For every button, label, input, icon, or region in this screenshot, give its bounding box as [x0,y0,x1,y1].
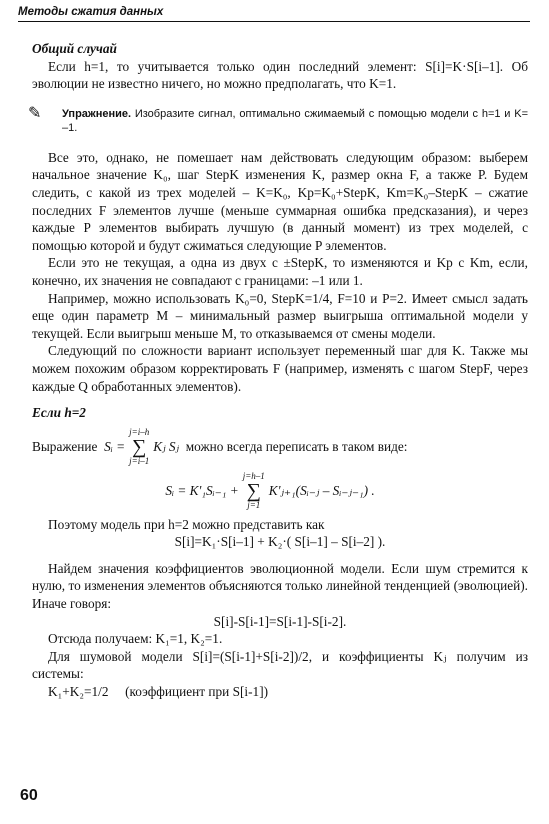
exercise-label: Упражнение. [62,107,132,120]
sum-upper-limit: j=h–1 [242,470,265,481]
page-number: 60 [20,787,38,804]
formula-1-prefix: Выражение [32,438,98,454]
page-body [28,40,528,701]
sigma-symbol: ∑ [246,479,261,502]
paragraph-5: Следующий по сложности вариант использует переменный шаг для K. Также мы можем похожим образом корректировать F (например, изменять с шагом StepF, через каждые Q обработанных элементов). [32,343,528,394]
formula-1-lhs: Sᵢ = [104,438,126,454]
paragraph-3: Если это не текущая, а одна из двух с ±StepK, то изменяются и Kp с Km, если, конечно, их значения не совпадают с границами: –1 или 1. [32,255,528,288]
formula-1-suffix: можно всегда переписать в таком виде: [185,438,408,454]
equation-1: S[i]=K₁·S[i–1] + K₂·( S[i–1] – S[i–2] ). [174,534,386,550]
exercise-block [28,104,528,135]
paragraph-2: Все это, однако, не помешает нам действовать следующим образом: выберем начальное значение K₀, шаг StepK изменения K, размер окна F, а также P. Будем следить, с какой из трех моделей – K=K₀, Kp=K₀+StepK, Km=K₀–StepK – сжатие последних F элементов лучше (меньше суммарная ошибка предсказания), и через каждые P элементов выбирать лучшую (в данный момент) из трех моделей, с помощью которой и будут сжиматься следующие P элементов. [32,149,528,253]
sum-lower-limit: j=1 [247,499,261,510]
paragraph-9: Для шумовой модели S[i]=(S[i-1]+S[i-2])/2, и коэффициенты Kⱼ получим из системы: [32,648,528,682]
formula-1-body: Kⱼ Sⱼ [153,438,180,454]
formula-1 [32,428,528,466]
paragraph-4: Например, можно использовать K₀=0, StepK=1/4, F=10 и P=2. Имеет смысл задать еще один параметр M – минимальный размер выигрыша оптимальной модели у текущей. Если выигрыш меньше M, то отказываемся от смены модели. [32,290,528,341]
sum-upper-limit: j=i–h [129,426,150,437]
exercise-body [62,107,528,135]
pencil-icon: ✎ [28,104,42,122]
exercise-text: Изобразите сигнал, оптимально сжимаемый с помощью модели с h=1 и K= –1. [62,107,528,134]
section-heading-general: Общий случай [32,41,117,56]
sum-lower-limit: j=i–1 [129,455,150,466]
paragraph-8: Отсюда получаем: K₁=1, K₂=1. [48,631,223,647]
paragraph-1: Если h=1, то учитывается только один последний элемент: S[i]=K·S[i–1]. Об эволюции не известно ничего, но можно предполагать, что K=1. [32,58,528,92]
formula-2 [12,472,528,510]
formula-1-sum [129,428,149,466]
equation-2: S[i]-S[i-1]=S[i-1]-S[i-2]. [213,613,347,629]
sigma-symbol: ∑ [132,435,147,458]
paragraph-6: Поэтому модель при h=2 можно представить как [48,516,325,532]
paragraph-7: Найдем значения коэффициентов эволюционной модели. Если шум стремится к нулю, то изменения элементов объясняются только линейной тенденцией (эволюцией). Иначе говоря: [32,560,528,612]
formula-2-sum [243,472,265,510]
paragraph-10: K₁+K₂=1/2 (коэффициент при S[i-1]) [48,684,269,700]
formula-2-body: K'ⱼ₊₁(Sᵢ₋ⱼ – Sᵢ₋ⱼ₋₁) . [268,482,375,498]
section-heading-h2: Если h=2 [32,405,86,421]
running-header: Методы сжатия данных [18,6,530,22]
formula-2-lhs: Sᵢ = K'₁Sᵢ₋₁ + [165,482,239,498]
